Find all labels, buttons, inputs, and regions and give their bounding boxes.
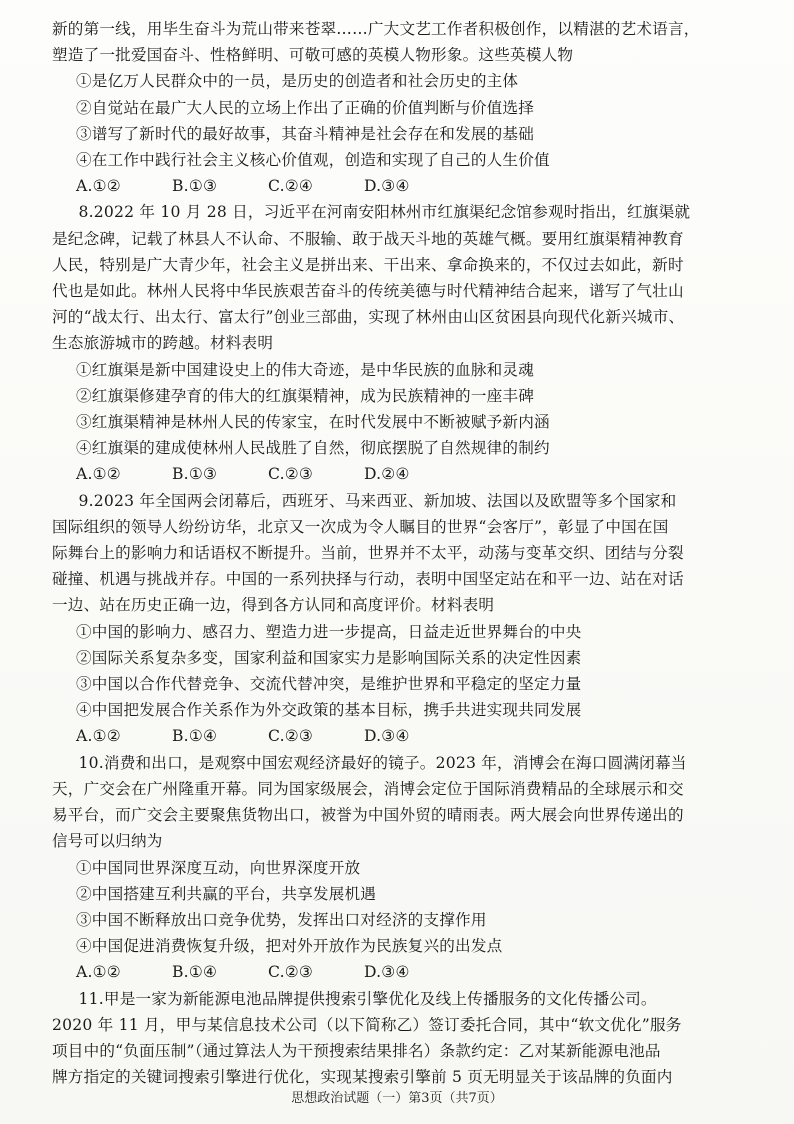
q7-option-3: ③谱写了新时代的最好故事，其奋斗精神是社会存在和发展的基础 <box>76 124 535 143</box>
q9-option-4: ④中国把发展合作关系作为外交政策的基本目标，携手共进实现共同发展 <box>76 701 582 720</box>
q8-text-line-2: 是纪念碑，记载了林县人不认命、不服输、敢于战天斗地的英雄气概。要用红旗渠精神教育 <box>52 229 684 248</box>
q7-choice-d[interactable]: D.③④ <box>364 177 410 196</box>
page-footer: 思想政治试题（一）第3页（共7页） <box>291 1091 503 1106</box>
q8-choice-c[interactable]: C.②③ <box>268 465 314 484</box>
q9-choice-c[interactable]: C.②③ <box>268 727 314 746</box>
q9-option-3: ③中国以合作代替竞争、交流代替冲突，是维护世界和平稳定的坚定力量 <box>76 675 582 694</box>
q7-choice-c[interactable]: C.②④ <box>268 177 314 196</box>
q8-text-line-4: 代也是如此。林州人民将中华民族艰苦奋斗的传统美德与时代精神结合起来，谱写了气壮山 <box>52 282 684 301</box>
q7-text-line-2: 塑造了一批爱国奋斗、性格鲜明、可敬可感的英模人物形象。这些英模人物 <box>52 46 574 65</box>
q9-choices <box>52 723 764 749</box>
q8-choices <box>52 461 764 487</box>
q9-option-2: ②国际关系复杂多变，国家利益和国家实力是影响国际关系的决定性因素 <box>76 648 582 667</box>
q7-option-4: ④在工作中践行社会主义核心价值观，创造和实现了自己的人生价值 <box>76 151 550 170</box>
q7-choice-b[interactable]: B.①③ <box>172 177 218 196</box>
q7-choices <box>52 173 764 199</box>
q7-option-2: ②自觉站在最广大人民的立场上作出了正确的价值判断与价值选择 <box>76 98 535 117</box>
q8-option-2: ②红旗渠修建孕育的伟大的红旗渠精神，成为民族精神的一座丰碑 <box>76 386 535 405</box>
q7-choice-a[interactable]: A.①② <box>76 177 121 196</box>
q10-option-1: ①中国同世界深度互动，向世界深度开放 <box>76 858 361 877</box>
q8-choice-d[interactable]: D.②④ <box>364 465 410 484</box>
q8-text-line-5: 河的“战太行、出太行、富太行”创业三部曲，实现了林州由山区贫困县向现代化新兴城市、 <box>52 308 685 327</box>
page-content <box>52 16 764 1090</box>
q10-choice-b[interactable]: B.①④ <box>172 963 218 982</box>
q9-option-1: ①中国的影响力、感召力、塑造力进一步提高，日益走近世界舞台的中央 <box>76 622 582 641</box>
q10-text-line-2: 天，广交会在广州隆重开幕。同为国家级展会，消博会定位于国际消费精品的全球展示和交 <box>52 779 684 798</box>
q10-option-3: ③中国不断释放出口竞争优势，发挥出口对经济的支撑作用 <box>76 910 487 929</box>
q11-text-line-2: 2020 年 11 月，甲与某信息技术公司（以下简称乙）签订委托合同，其中“软文优化”服务 <box>52 1015 682 1034</box>
q10-choices <box>52 959 764 985</box>
q9-text-line-2: 国际组织的领导人纷纷访华，北京又一次成为令人瞩目的世界“会客厅”，彰显了中国在国 <box>52 517 669 536</box>
q9-text-line-3: 际舞台上的影响力和话语权不断提升。当前，世界并不太平，动荡与变革交织、团结与分裂 <box>52 544 684 563</box>
q7-option-1: ①是亿万人民群众中的一员，是历史的创造者和社会历史的主体 <box>76 72 519 91</box>
q11-text-line-1: 11.甲是一家为新能源电池品牌提供搜索引擎优化及线上传播服务的文化传播公司。 <box>78 989 657 1008</box>
q8-text-line-1: 8.2022 年 10 月 28 日，习近平在河南安阳林州市红旗渠纪念馆参观时指出，红旗渠就 <box>78 203 691 222</box>
q10-text-line-1: 10.消费和出口，是观察中国宏观经济最好的镜子。2023 年，消博会在海口圆满闭幕当 <box>78 753 687 772</box>
q9-choice-b[interactable]: B.①④ <box>172 727 218 746</box>
q11-text-line-3: 项目中的“负面压制”（通过算法人为干预搜索结果排名）条款约定：乙对某新能源电池品 <box>52 1041 661 1060</box>
q9-choice-a[interactable]: A.①② <box>76 727 121 746</box>
q8-choice-a[interactable]: A.①② <box>76 465 121 484</box>
q8-choice-b[interactable]: B.①③ <box>172 465 218 484</box>
q8-option-4: ④红旗渠的建成使林州人民战胜了自然，彻底摆脱了自然规律的制约 <box>76 439 550 458</box>
q7-text-line-1: 新的第一线，用毕生奋斗为荒山带来苍翠……广大文艺工作者积极创作，以精湛的艺术语言， <box>52 20 700 38</box>
q8-text-line-6: 生态旅游城市的跨越。材料表明 <box>52 334 274 353</box>
q10-option-4: ④中国促进消费恢复升级，把对外开放作为民族复兴的出发点 <box>76 937 503 956</box>
q10-option-2: ②中国搭建互利共赢的平台，共享发展机遇 <box>76 884 377 903</box>
q10-text-line-3: 易平台，而广交会主要聚焦货物出口，被誉为中国外贸的晴雨表。两大展会向世界传递出的 <box>52 806 684 825</box>
q8-option-3: ③红旗渠精神是林州人民的传家宝，在时代发展中不断被赋予新内涵 <box>76 413 550 432</box>
q9-text-line-5: 一边、站在历史正确一边，得到各方认同和高度评价。材料表明 <box>52 596 495 615</box>
q10-choice-d[interactable]: D.③④ <box>364 963 410 982</box>
q9-text-line-1: 9.2023 年全国两会闭幕后，西班牙、马来西亚、新加坡、法国以及欧盟等多个国家和 <box>78 491 677 510</box>
q8-option-1: ①红旗渠是新中国建设史上的伟大奇迹，是中华民族的血脉和灵魂 <box>76 360 535 379</box>
q10-choice-c[interactable]: C.②③ <box>268 963 314 982</box>
q9-text-line-4: 碰撞、机遇与挑战并存。中国的一系列抉择与行动，表明中国坚定站在和平一边、站在对话 <box>52 570 684 589</box>
q10-text-line-4: 信号可以归纳为 <box>52 832 163 851</box>
q10-choice-a[interactable]: A.①② <box>76 963 121 982</box>
q11-text-line-4: 牌方指定的关键词搜索引擎进行优化，实现某搜索引擎前 5 页无明显关于该品牌的负面内 <box>52 1068 673 1087</box>
q9-choice-d[interactable]: D.③④ <box>364 727 410 746</box>
q8-text-line-3: 人民，特别是广大青少年，社会主义是拼出来、干出来、拿命换来的，不仅过去如此，新时 <box>52 255 684 274</box>
